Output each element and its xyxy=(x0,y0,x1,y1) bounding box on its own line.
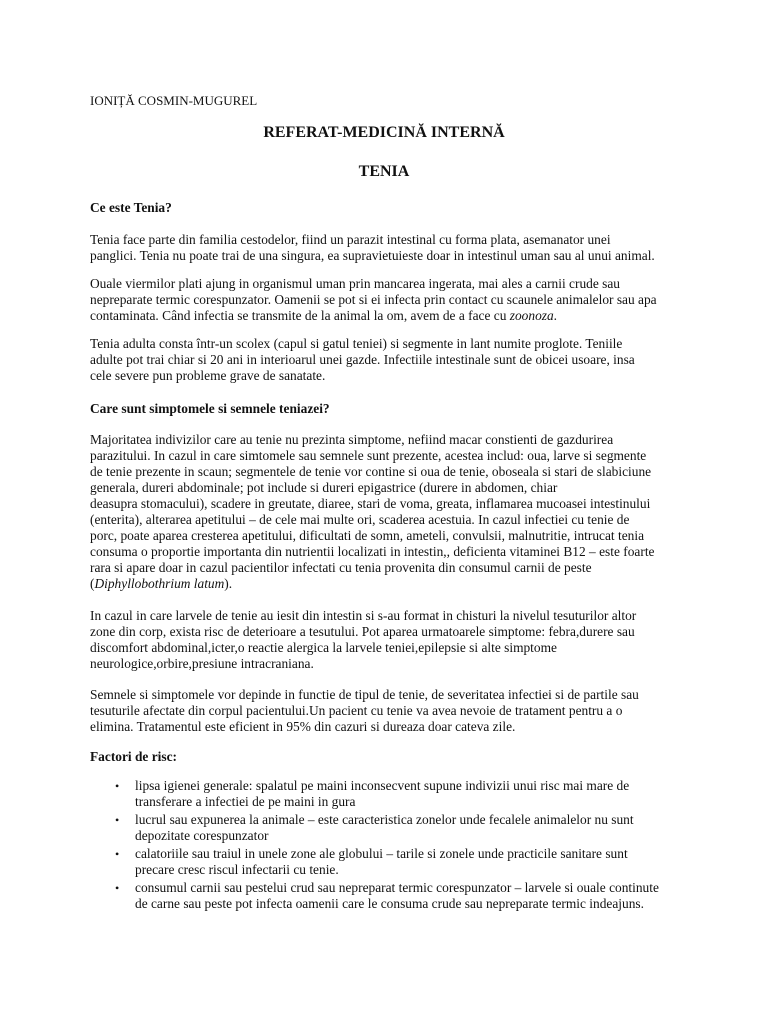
paragraph-line: cele severe pun probleme grave de sanatate. xyxy=(90,368,326,383)
document-title: REFERAT-MEDICINĂ INTERNĂ xyxy=(263,124,505,141)
paragraph-line xyxy=(90,576,690,592)
paragraph-line: de tenie prezente in scaun; segmentele de tenie vor contine si oua de tenie, oboseala si stari de slabiciune xyxy=(90,464,652,479)
list-item-line: transferare a infectiei de pe maini in gura xyxy=(135,794,356,809)
paragraph-line: consuma o proportie importanta din nutrientii localizati in intestin,, deficienta vitaminei B12 – este foarte xyxy=(90,544,655,559)
paragraph-treatment xyxy=(90,687,690,735)
list-item-line: precare cresc riscul infectarii cu tenie. xyxy=(135,862,339,877)
punctuation: . xyxy=(553,308,558,323)
italic-term-zoonoza: zoonoza xyxy=(509,308,554,323)
paragraph-line: tesuturile afectate din corpul pacientului.Un pacient cu tenie va avea nevoie de tratament pentru a o xyxy=(90,703,623,718)
paragraph-line xyxy=(90,308,690,324)
list-item-line: depozitate corespunzator xyxy=(135,828,269,843)
list-item-line: de carne sau peste pot infecta oamenii care le consuma crude sau nepreparate termic indeajuns. xyxy=(135,896,644,911)
paragraph-line: Tenia face parte din familia cestodelor, fiind un parazit intestinal cu forma plata, asemanator unei xyxy=(90,232,611,247)
italic-species-name: Diphyllobothrium latum xyxy=(94,576,225,591)
punctuation: ( xyxy=(90,576,95,591)
bullet-icon: • xyxy=(115,813,120,827)
section-heading-what-is: Ce este Tenia? xyxy=(90,200,172,215)
list-item-line: consumul carnii sau pestelui crud sau nepreparat termic corespunzator – larvele si ouale continute xyxy=(135,880,659,895)
paragraph-cysts xyxy=(90,608,690,672)
paragraph-line: Ouale viermilor plati ajung in organismul uman prin mancarea ingerata, mai ales a carnii crude sau xyxy=(90,276,620,291)
paragraph-line: parazitului. In cazul in care simtomele sau semnele sunt prezente, acestea includ: oua, larve si segmente xyxy=(90,448,647,463)
paragraph-text: contaminata. Când infectia se transmite de la animal la om, avem de a face cu xyxy=(90,308,510,323)
paragraph-symptoms xyxy=(90,432,690,592)
bullet-icon: • xyxy=(115,779,120,793)
bullet-icon: • xyxy=(115,881,120,895)
list-item-line: calatoriile sau traiul in unele zone ale globului – tarile si zonele unde practicile sanitare sunt xyxy=(135,846,628,861)
document-subtitle: TENIA xyxy=(358,163,410,180)
bullet-icon: • xyxy=(115,847,120,861)
author-name: IONIȚĂ COSMIN-MUGUREL xyxy=(90,93,258,108)
paragraph-line: elimina. Tratamentul este eficient in 95% din cazuri si dureaza doar cateva zile. xyxy=(90,719,516,734)
paragraph-line: deasupra stomacului), scadere in greutate, diaree, stari de voma, greata, inflamarea mucoasei intestinului xyxy=(90,496,651,511)
punctuation: ). xyxy=(224,576,233,591)
risk-factor-list xyxy=(90,778,690,914)
paragraph-line: (enterita), alterarea apetitului – de cele mai multe ori, scaderea acestuia. In cazul infectiei cu tenie de xyxy=(90,512,630,527)
list-item-line: lipsa igienei generale: spalatul pe maini inconsecvent supune indivizii unui risc mai mare de xyxy=(135,778,630,793)
section-heading-risk-factors: Factori de risc: xyxy=(90,749,177,764)
list-item xyxy=(90,812,690,844)
paragraph-line: panglici. Tenia nu poate trai de una singura, ea supravietuieste doar in intestinul uman sau al unui animal. xyxy=(90,248,655,263)
paragraph-line: In cazul in care larvele de tenie au iesit din intestin si s-au format in chisturi la nivelul tesuturilor altor xyxy=(90,608,637,623)
paragraph-intro xyxy=(90,232,690,264)
list-item xyxy=(90,846,690,878)
paragraph-line: zone din corp, exista risc de deterioare a tesutului. Pot aparea urmatoarele simptome: febra,durere sau xyxy=(90,624,635,639)
list-item-line: lucrul sau expunerea la animale – este caracteristica zonelor unde fecalele animalelor nu sunt xyxy=(135,812,634,827)
paragraph-line: rara si apare doar in cazul pacientilor infectati cu tenia provenita din consumul carnii de peste xyxy=(90,560,592,575)
paragraph-line: adulte pot trai chiar si 20 ani in interioarul unei gazde. Infectiile intestinale sunt de obicei usoare, insa xyxy=(90,352,635,367)
paragraph-line: generala, dureri abdominale; pot include si dureri epigastrice (durere in abdomen, chiar xyxy=(90,480,558,495)
paragraph-line: Semnele si simptomele vor depinde in functie de tipul de tenie, de severitatea infectiei si de partile sau xyxy=(90,687,639,702)
list-item xyxy=(90,880,690,912)
paragraph-line: neurologice,orbire,presiune intracraniana. xyxy=(90,656,314,671)
section-heading-symptoms: Care sunt simptomele si semnele teniazei? xyxy=(90,401,330,416)
paragraph-transmission xyxy=(90,276,690,324)
paragraph-line: Tenia adulta consta într-un scolex (capul si gatul teniei) si segmente in lant numite proglote. Teniile xyxy=(90,336,623,351)
paragraph-line: porc, poate aparea cresterea apetitului, dificultati de somn, ameteli, convulsii, malnutritie, intrucat tenia xyxy=(90,528,645,543)
paragraph-line: nepreparate termic corespunzator. Oamenii se pot si ei infecta prin contact cu scaunele animalelor sau apa xyxy=(90,292,657,307)
paragraph-line: discomfort abdominal,icter,o reactie alergica la larvele teniei,epilepsie si alte simptome xyxy=(90,640,557,655)
paragraph-line: Majoritatea indivizilor care au tenie nu prezinta simptome, nefiind macar constienti de gazdurirea xyxy=(90,432,614,447)
paragraph-adult-form xyxy=(90,336,690,384)
list-item xyxy=(90,778,690,810)
